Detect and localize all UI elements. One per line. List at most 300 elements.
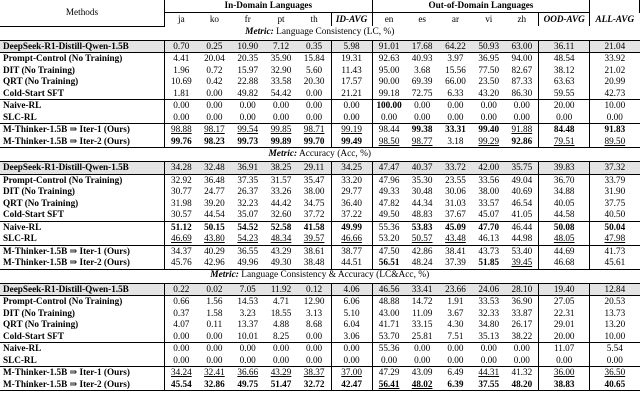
value-cell: 34.25 bbox=[331, 162, 372, 175]
value-cell: 21.21 bbox=[331, 88, 372, 100]
value-cell: 7.12 bbox=[264, 40, 297, 53]
methods-header: Methods bbox=[0, 0, 164, 26]
value-cell: 99.49 bbox=[331, 136, 372, 148]
value-cell: 36.66 bbox=[237, 367, 259, 378]
value-cell: 82.67 bbox=[505, 65, 538, 77]
value-cell: 37.39 bbox=[445, 257, 466, 268]
value-cell: 33.56 bbox=[478, 174, 500, 185]
value-cell: 94.00 bbox=[505, 53, 538, 65]
value-cell: 0.00 bbox=[405, 112, 438, 124]
value-cell: 10.00 bbox=[590, 331, 640, 343]
value-cell: 32.86 bbox=[198, 379, 231, 391]
value-cell: 3.18 bbox=[447, 135, 464, 146]
value-cell: 50.93 bbox=[472, 40, 505, 53]
value-cell: 38.48 bbox=[298, 257, 331, 269]
value-cell: 0.00 bbox=[298, 88, 331, 100]
metric-caption bbox=[0, 26, 640, 40]
value-cell: 10.00 bbox=[604, 100, 626, 111]
value-cell: 38.00 bbox=[478, 186, 500, 197]
value-cell: 0.00 bbox=[173, 100, 190, 111]
value-cell: 0.00 bbox=[164, 355, 197, 367]
value-cell: 31.98 bbox=[171, 197, 192, 208]
value-cell: 47.98 bbox=[590, 233, 640, 245]
value-cell: 17.57 bbox=[331, 76, 372, 88]
value-cell: 37.35 bbox=[237, 174, 259, 185]
value-cell: 99.40 bbox=[478, 124, 500, 135]
value-cell: 30.77 bbox=[171, 186, 192, 197]
value-cell: 3.23 bbox=[239, 307, 256, 318]
method-name: QRT (No Training) bbox=[0, 319, 164, 331]
value-cell: 3.06 bbox=[331, 331, 372, 343]
value-cell: 44.58 bbox=[539, 209, 590, 221]
value-cell: 22.88 bbox=[237, 76, 259, 87]
value-cell: 38.37 bbox=[298, 367, 331, 379]
out-domain-header: Out-of-Domain Languages bbox=[372, 0, 589, 13]
method-name: Naive-RL bbox=[0, 100, 164, 112]
metric-label: Metric: bbox=[210, 270, 239, 281]
lang-header: ar bbox=[451, 13, 460, 24]
value-cell: 6.04 bbox=[331, 319, 372, 331]
table-row bbox=[0, 221, 640, 233]
table-row bbox=[0, 136, 640, 148]
value-cell: 34.75 bbox=[298, 198, 331, 210]
value-cell: 99.85 bbox=[270, 124, 292, 135]
value-cell: 12.84 bbox=[590, 283, 640, 296]
value-cell: 32.48 bbox=[198, 162, 231, 175]
value-cell: 33.31 bbox=[445, 124, 466, 135]
value-cell: 0.00 bbox=[480, 100, 497, 111]
value-cell: 50.04 bbox=[604, 221, 626, 232]
value-cell: 30.57 bbox=[164, 209, 197, 221]
value-cell: 45.09 bbox=[445, 221, 466, 232]
method-name: DIT (No Training) bbox=[0, 65, 164, 77]
value-cell: 90.00 bbox=[378, 76, 400, 87]
value-cell: 5.54 bbox=[606, 343, 623, 354]
value-cell: 0.00 bbox=[231, 355, 264, 367]
value-cell: 43.29 bbox=[270, 367, 292, 378]
value-cell: 32.23 bbox=[237, 197, 259, 208]
value-cell: 0.00 bbox=[505, 100, 538, 112]
value-cell: 0.00 bbox=[298, 331, 331, 343]
value-cell: 50.08 bbox=[539, 221, 590, 233]
value-cell: 0.00 bbox=[539, 355, 590, 367]
value-cell: 0.00 bbox=[439, 355, 472, 367]
value-cell: 20.00 bbox=[539, 100, 590, 112]
value-cell: 0.00 bbox=[198, 112, 231, 124]
value-cell: 11.07 bbox=[539, 343, 590, 355]
metric-caption bbox=[0, 269, 640, 283]
value-cell: 7.05 bbox=[231, 283, 264, 296]
value-cell: 0.00 bbox=[505, 355, 538, 367]
value-cell: 35.30 bbox=[411, 174, 433, 185]
value-cell: 33.41 bbox=[405, 283, 438, 296]
value-cell: 10.01 bbox=[231, 331, 264, 343]
value-cell: 28.10 bbox=[505, 283, 538, 296]
value-cell: 0.00 bbox=[198, 331, 231, 343]
lang-header: ko bbox=[209, 13, 219, 24]
value-cell: 34.80 bbox=[478, 319, 500, 330]
value-cell: 92.63 bbox=[378, 53, 400, 64]
value-cell: 0.00 bbox=[198, 88, 231, 100]
value-cell: 29.77 bbox=[331, 186, 372, 198]
value-cell: 0.00 bbox=[298, 343, 331, 355]
metric-row bbox=[0, 26, 640, 40]
value-cell: 0.00 bbox=[590, 112, 640, 124]
value-cell: 43.09 bbox=[411, 367, 433, 378]
value-cell: 44.42 bbox=[270, 197, 292, 208]
value-cell: 36.70 bbox=[539, 174, 590, 186]
value-cell: 39.57 bbox=[298, 233, 331, 245]
value-cell: 98.77 bbox=[411, 135, 433, 146]
table-row bbox=[0, 343, 640, 355]
value-cell: 15.97 bbox=[237, 64, 259, 75]
value-cell: 4.07 bbox=[173, 319, 190, 330]
method-name: Cold-Start SFT bbox=[0, 331, 164, 343]
value-cell: 48.24 bbox=[411, 257, 433, 268]
value-cell: 48.05 bbox=[539, 233, 590, 245]
value-cell: 45.61 bbox=[604, 257, 626, 268]
value-cell: 33.79 bbox=[604, 174, 626, 185]
value-cell: 98.88 bbox=[171, 124, 192, 135]
value-cell: 86.30 bbox=[505, 88, 538, 100]
value-cell: 42.00 bbox=[472, 162, 505, 175]
value-cell: 47.47 bbox=[372, 162, 405, 175]
value-cell: 40.65 bbox=[590, 379, 640, 391]
value-cell: 54.42 bbox=[264, 88, 297, 100]
value-cell: 19.31 bbox=[331, 53, 372, 65]
value-cell: 53.40 bbox=[505, 245, 538, 257]
table-row bbox=[0, 186, 640, 198]
value-cell: 87.33 bbox=[505, 76, 538, 88]
lang-header: en bbox=[384, 13, 394, 24]
value-cell: 52.58 bbox=[270, 221, 292, 232]
value-cell: 23.50 bbox=[478, 76, 500, 87]
value-cell: 55.36 bbox=[378, 221, 400, 232]
method-name: M-Thinker-1.5B ⇒ Iter-1 (Ours) bbox=[0, 245, 164, 257]
table-row bbox=[0, 308, 640, 320]
value-cell: 24.77 bbox=[204, 186, 225, 197]
value-cell: 35.47 bbox=[298, 174, 331, 186]
table-row bbox=[0, 257, 640, 269]
value-cell: 46.13 bbox=[472, 233, 505, 245]
value-cell: 36.91 bbox=[231, 162, 264, 175]
value-cell: 54.52 bbox=[237, 221, 259, 232]
value-cell: 33.20 bbox=[331, 174, 372, 186]
value-cell: 48.34 bbox=[264, 233, 297, 245]
value-cell: 32.90 bbox=[270, 64, 292, 75]
value-cell: 1.91 bbox=[447, 296, 464, 307]
value-cell: 1.81 bbox=[164, 88, 197, 100]
results-body bbox=[0, 26, 640, 391]
value-cell: 36.40 bbox=[331, 198, 372, 210]
value-cell: 15.56 bbox=[445, 64, 466, 75]
value-cell: 0.00 bbox=[173, 343, 190, 354]
table-row bbox=[0, 198, 640, 210]
value-cell: 98.44 bbox=[378, 124, 400, 135]
method-name: M-Thinker-1.5B ⇒ Iter-1 (Ours) bbox=[0, 367, 164, 379]
value-cell: 0.00 bbox=[298, 112, 331, 124]
lang-header: vi bbox=[485, 13, 493, 24]
value-cell: 98.23 bbox=[204, 135, 225, 146]
value-cell: 26.17 bbox=[505, 319, 538, 331]
value-cell: 45.07 bbox=[472, 209, 505, 221]
value-cell: 31.90 bbox=[604, 186, 626, 197]
value-cell: 38.83 bbox=[539, 379, 590, 391]
value-cell: 0.00 bbox=[472, 355, 505, 367]
value-cell: 36.95 bbox=[478, 53, 500, 64]
value-cell: 40.29 bbox=[204, 245, 225, 256]
value-cell: 0.00 bbox=[198, 355, 231, 367]
lang-header: pt bbox=[277, 13, 285, 24]
value-cell: 37.22 bbox=[331, 209, 372, 221]
value-cell: 21.04 bbox=[590, 40, 640, 53]
value-cell: 6.49 bbox=[447, 367, 464, 378]
value-cell: 46.54 bbox=[505, 198, 538, 210]
value-cell: 41.05 bbox=[505, 209, 538, 221]
value-cell: 36.48 bbox=[204, 174, 225, 185]
value-cell: 91.01 bbox=[372, 40, 405, 53]
value-cell: 79.51 bbox=[539, 136, 590, 148]
value-cell: 10.90 bbox=[231, 40, 264, 53]
value-cell: 21.02 bbox=[604, 64, 626, 75]
value-cell: 91.83 bbox=[604, 124, 626, 135]
value-cell: 34.88 bbox=[539, 186, 590, 198]
value-cell: 27.05 bbox=[539, 296, 590, 308]
method-name: M-Thinker-1.5B ⇒ Iter-1 (Ours) bbox=[0, 124, 164, 136]
method-name: Prompt-Control (No Training) bbox=[0, 296, 164, 308]
value-cell: 47.70 bbox=[478, 221, 500, 232]
value-cell: 38.00 bbox=[298, 186, 331, 198]
method-name: Cold-Start SFT bbox=[0, 209, 164, 221]
value-cell: 89.50 bbox=[604, 135, 626, 146]
value-cell: 5.98 bbox=[331, 40, 372, 53]
value-cell: 98.50 bbox=[378, 135, 400, 146]
value-cell: 40.93 bbox=[411, 53, 433, 64]
value-cell: 44.31 bbox=[478, 367, 500, 378]
value-cell: 0.00 bbox=[164, 112, 197, 124]
table-row bbox=[0, 367, 640, 379]
method-name: Prompt-Control (No Training) bbox=[0, 174, 164, 186]
value-cell: 92.86 bbox=[505, 136, 538, 148]
value-cell: 13.73 bbox=[604, 307, 626, 318]
value-cell: 4.41 bbox=[173, 53, 190, 64]
value-cell: 45.54 bbox=[164, 379, 197, 391]
value-cell: 32.60 bbox=[264, 209, 297, 221]
value-cell: 38.12 bbox=[539, 65, 590, 77]
table-row bbox=[0, 174, 640, 186]
lang-header: ja bbox=[178, 13, 185, 24]
method-name: SLC-RL bbox=[0, 233, 164, 245]
value-cell: 32.92 bbox=[171, 174, 192, 185]
lang-header: fr bbox=[244, 13, 251, 24]
table-row bbox=[0, 379, 640, 391]
value-cell: 46.69 bbox=[164, 233, 197, 245]
value-cell: 34.28 bbox=[164, 162, 197, 175]
value-cell: 11.92 bbox=[264, 283, 297, 296]
value-cell: 0.00 bbox=[239, 343, 256, 354]
value-cell: 0.00 bbox=[414, 343, 431, 354]
method-name: M-Thinker-1.5B ⇒ Iter-2 (Ours) bbox=[0, 136, 164, 148]
value-cell: 1.58 bbox=[206, 307, 223, 318]
value-cell: 95.00 bbox=[378, 64, 400, 75]
value-cell: 44.51 bbox=[331, 257, 372, 269]
value-cell: 38.77 bbox=[331, 245, 372, 257]
value-cell: 99.29 bbox=[478, 135, 500, 146]
value-cell: 36.50 bbox=[604, 367, 626, 378]
value-cell: 41.32 bbox=[505, 367, 538, 379]
value-cell: 38.22 bbox=[505, 331, 538, 343]
metric-row bbox=[0, 148, 640, 162]
table-row bbox=[0, 296, 640, 308]
value-cell: 3.97 bbox=[447, 53, 464, 64]
value-cell: 4.88 bbox=[272, 319, 290, 330]
value-cell: 0.00 bbox=[439, 112, 472, 124]
value-cell: 0.00 bbox=[264, 112, 297, 124]
value-cell: 55.36 bbox=[378, 343, 400, 354]
lang-header: th bbox=[298, 13, 331, 27]
metric-name: Language Consistency & Accuracy (LC&Acc, %) bbox=[241, 270, 430, 281]
value-cell: 47.50 bbox=[378, 245, 400, 256]
value-cell: 0.00 bbox=[405, 355, 438, 367]
value-cell: 49.75 bbox=[231, 379, 264, 391]
value-cell: 12.90 bbox=[298, 296, 331, 308]
value-cell: 99.76 bbox=[171, 135, 192, 146]
value-cell: 0.22 bbox=[164, 283, 197, 296]
value-cell: 11.43 bbox=[331, 65, 372, 77]
value-cell: 40.50 bbox=[590, 209, 640, 221]
value-cell: 18.55 bbox=[270, 307, 292, 318]
method-name: QRT (No Training) bbox=[0, 198, 164, 210]
value-cell: 98.17 bbox=[204, 124, 225, 135]
value-cell: 22.31 bbox=[539, 308, 590, 320]
value-cell: 49.99 bbox=[331, 221, 372, 233]
value-cell: 0.00 bbox=[298, 100, 331, 112]
value-cell: 0.00 bbox=[447, 100, 464, 111]
value-cell: 49.30 bbox=[270, 257, 292, 268]
value-cell: 99.18 bbox=[372, 88, 405, 100]
value-cell: 14.53 bbox=[237, 296, 259, 307]
value-cell: 20.53 bbox=[604, 296, 626, 307]
table-row bbox=[0, 112, 640, 124]
table-row bbox=[0, 245, 640, 257]
table-row bbox=[0, 53, 640, 65]
metric-label: Metric: bbox=[245, 27, 274, 38]
table-row bbox=[0, 162, 640, 175]
value-cell: 34.37 bbox=[171, 245, 192, 256]
value-cell: 0.72 bbox=[206, 64, 223, 75]
method-name: QRT (No Training) bbox=[0, 76, 164, 88]
value-cell: 0.25 bbox=[198, 40, 231, 53]
value-cell: 38.41 bbox=[445, 245, 466, 256]
method-name: DeepSeek-R1-Distill-Qwen-1.5B bbox=[0, 162, 164, 175]
value-cell: 3.68 bbox=[414, 64, 431, 75]
value-cell: 6.39 bbox=[439, 379, 472, 391]
value-cell: 44.69 bbox=[539, 245, 590, 257]
value-cell: 37.32 bbox=[590, 162, 640, 175]
value-cell: 0.70 bbox=[164, 40, 197, 53]
value-cell: 4.71 bbox=[272, 296, 290, 307]
value-cell: 48.20 bbox=[505, 379, 538, 391]
value-cell: 49.33 bbox=[378, 186, 400, 197]
value-cell: 48.54 bbox=[539, 53, 590, 65]
metric-row bbox=[0, 269, 640, 283]
value-cell: 44.54 bbox=[198, 209, 231, 221]
table-row bbox=[0, 65, 640, 77]
value-cell: 99.73 bbox=[237, 135, 259, 146]
table-row bbox=[0, 40, 640, 53]
value-cell: 38.25 bbox=[264, 162, 297, 175]
value-cell: 48.83 bbox=[405, 209, 438, 221]
method-name: DeepSeek-R1-Distill-Qwen-1.5B bbox=[0, 283, 164, 296]
value-cell: 43.48 bbox=[439, 233, 472, 245]
value-cell: 32.33 bbox=[478, 307, 500, 318]
method-name: Cold-Start SFT bbox=[0, 88, 164, 100]
value-cell: 47.29 bbox=[378, 367, 400, 378]
method-name: DIT (No Training) bbox=[0, 186, 164, 198]
value-cell: 29.11 bbox=[298, 162, 331, 175]
value-cell: 37.00 bbox=[331, 367, 372, 379]
value-cell: 39.83 bbox=[539, 162, 590, 175]
value-cell: 100.00 bbox=[376, 100, 402, 111]
value-cell: 6.33 bbox=[439, 88, 472, 100]
value-cell: 51.47 bbox=[264, 379, 297, 391]
value-cell: 98.71 bbox=[298, 124, 331, 136]
method-name: M-Thinker-1.5B ⇒ Iter-2 (Ours) bbox=[0, 379, 164, 391]
value-cell: 42.73 bbox=[590, 88, 640, 100]
value-cell: 1.56 bbox=[206, 296, 223, 307]
metric-caption bbox=[0, 148, 640, 162]
value-cell: 33.57 bbox=[478, 197, 500, 208]
value-cell: 35.07 bbox=[231, 209, 264, 221]
value-cell: 69.39 bbox=[411, 76, 433, 87]
value-cell: 43.73 bbox=[478, 245, 500, 256]
value-cell: 19.40 bbox=[539, 283, 590, 296]
value-cell: 0.00 bbox=[480, 343, 497, 354]
value-cell: 0.00 bbox=[331, 355, 372, 367]
table-row bbox=[0, 76, 640, 88]
value-cell: 30.06 bbox=[445, 186, 466, 197]
value-cell: 51.85 bbox=[478, 257, 500, 268]
value-cell: 13.20 bbox=[604, 319, 626, 330]
value-cell: 99.19 bbox=[331, 124, 372, 136]
value-cell: 10.69 bbox=[171, 76, 192, 87]
value-cell: 0.00 bbox=[447, 343, 464, 354]
value-cell: 41.71 bbox=[378, 319, 400, 330]
value-cell: 0.00 bbox=[331, 343, 372, 355]
value-cell: 39.45 bbox=[505, 257, 538, 269]
value-cell: 5.10 bbox=[331, 308, 372, 320]
value-cell: 48.02 bbox=[405, 379, 438, 391]
value-cell: 53.83 bbox=[411, 221, 433, 232]
value-cell: 35.90 bbox=[270, 53, 292, 64]
value-cell: 33.87 bbox=[505, 308, 538, 320]
value-cell: 0.00 bbox=[272, 343, 290, 354]
value-cell: 0.00 bbox=[206, 100, 223, 111]
value-cell: 47.82 bbox=[378, 197, 400, 208]
value-cell: 26.37 bbox=[237, 186, 259, 197]
method-name: SLC-RL bbox=[0, 112, 164, 124]
table-row bbox=[0, 233, 640, 245]
value-cell: 39.20 bbox=[204, 197, 225, 208]
value-cell: 0.00 bbox=[472, 112, 505, 124]
value-cell: 38.61 bbox=[298, 245, 331, 257]
value-cell: 51.12 bbox=[171, 221, 192, 232]
value-cell: 0.35 bbox=[298, 40, 331, 53]
value-cell: 20.00 bbox=[539, 331, 590, 343]
value-cell: 4.06 bbox=[331, 283, 372, 296]
value-cell: 20.35 bbox=[237, 53, 259, 64]
value-cell: 33.15 bbox=[411, 319, 433, 330]
